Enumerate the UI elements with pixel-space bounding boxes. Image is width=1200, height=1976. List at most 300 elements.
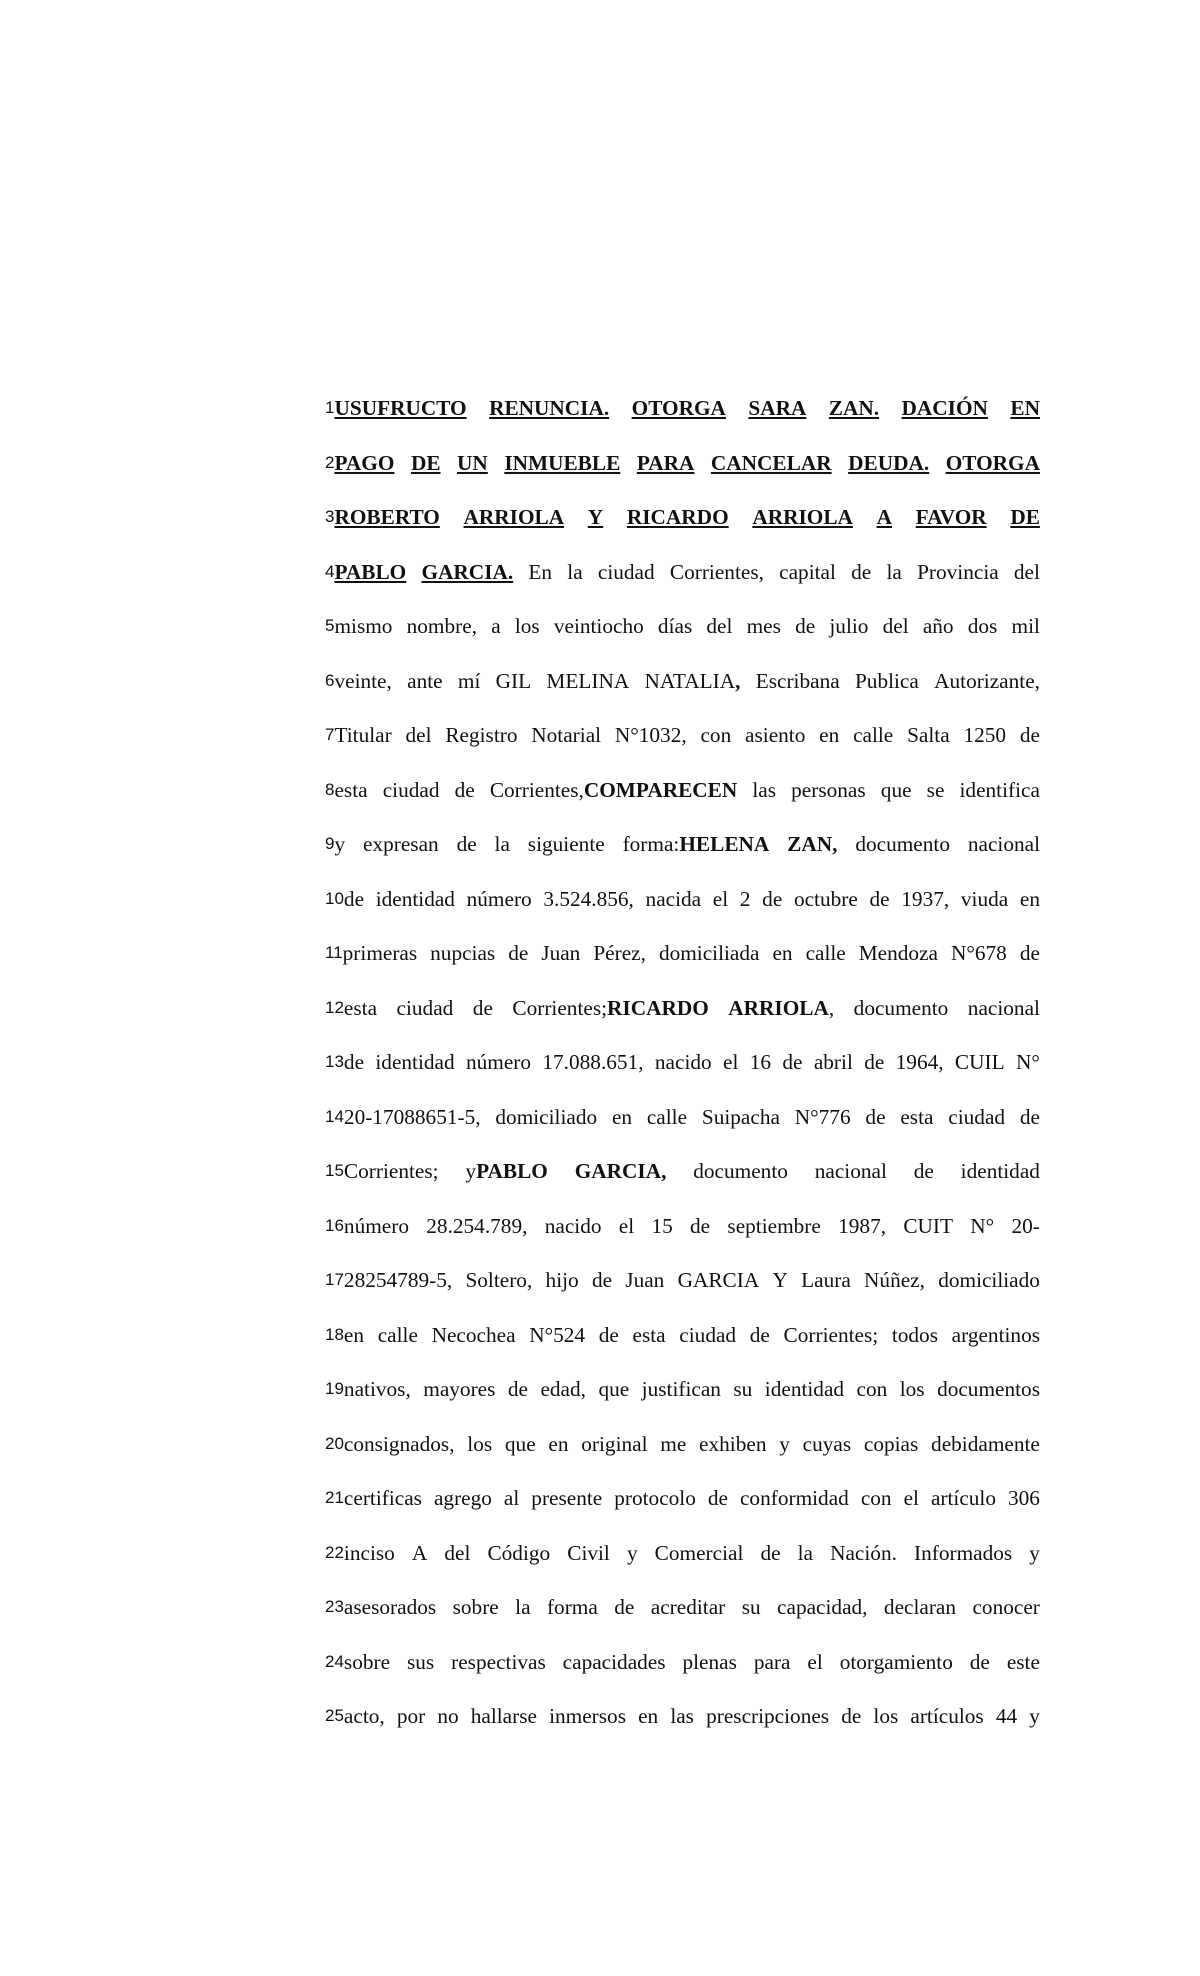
word-part: calle [646,1104,688,1129]
line-number: 18 [325,1324,344,1344]
line-number: 5 [325,616,335,635]
line-text [344,1260,1040,1300]
word-part: dos [967,614,998,638]
line-number: 4 [325,561,335,581]
document-line [325,1151,1040,1206]
word-part: los [514,614,540,638]
word [1020,933,1040,973]
word-part: copias [863,1431,919,1456]
word [699,1424,766,1464]
word [599,1315,619,1355]
word [968,606,998,646]
word-part: este [1006,1649,1040,1674]
word [645,661,741,701]
word-part: hallarse [470,1704,537,1728]
word-part: abril [813,1050,853,1074]
word-part: los [873,1704,899,1728]
word [444,1533,470,1573]
word-part: MELINA [546,668,630,693]
document-line [325,1587,1040,1642]
word [376,879,455,919]
word-part: días [657,614,693,638]
word-part: conocer [972,1595,1040,1619]
word [742,1587,761,1627]
word-part: identifica [959,777,1040,802]
word-part: certificas [343,1486,422,1510]
word-part: Registro [445,723,518,747]
word-part: RICARDO [607,995,709,1020]
word [471,1696,537,1736]
word [405,715,431,755]
word [1010,497,1040,537]
line-number: 21 [325,1488,344,1507]
word [682,1642,736,1682]
word-part: en [638,1704,659,1728]
word [814,1042,853,1082]
word-part: al [503,1486,520,1510]
word [779,1424,790,1464]
word-part: primeras [342,941,418,965]
word [531,715,601,755]
word [508,1369,528,1409]
word [795,606,815,646]
word-part: Corrientes, [669,559,764,584]
word [647,1097,687,1137]
word-part: de [782,1050,803,1074]
line-text [334,443,1040,483]
word-part: de [795,614,816,638]
word [970,1642,990,1682]
word [344,1642,390,1682]
word-part: de [472,995,493,1020]
word-part: de [864,1050,885,1074]
word-part: , [735,668,741,693]
word [747,606,781,646]
word-part: domiciliado [938,1268,1040,1292]
word [765,1369,844,1409]
word-part: la [567,559,583,584]
word-part: N°524 [529,1322,586,1347]
word-part: esta [632,1322,666,1347]
word-part: ZAN. [828,396,880,420]
word-part: en [1019,886,1040,911]
word-part: de [707,1486,728,1510]
word [865,1097,885,1137]
word-part: PABLO [476,1159,548,1183]
document-line [325,1260,1040,1315]
word-part: DACIÓN [901,396,988,420]
word [853,715,893,755]
word-part: y [334,832,346,856]
word-part: en [548,1431,569,1456]
line-text [344,1696,1040,1736]
word [901,879,949,919]
word [931,1478,996,1518]
word-part: Publica [854,668,919,693]
word [334,715,391,755]
word-part: con [700,723,732,747]
word [756,661,840,701]
word-part: me [660,1431,687,1456]
word [884,1587,956,1627]
word-part: En [528,559,553,584]
word [397,1696,425,1736]
document-line [325,661,1040,716]
word [432,1315,516,1355]
word [1014,552,1040,592]
word [344,1369,411,1409]
word [344,1424,455,1464]
word [955,1042,1005,1082]
word [706,606,732,646]
word-part: nacido [544,1213,602,1238]
word-part: las [752,777,777,802]
word [458,661,480,701]
word [546,661,629,701]
word-part: el [712,886,729,911]
word-part: con [856,1377,888,1401]
word [528,824,605,864]
word-part: PARA [636,450,695,475]
word [344,1042,364,1082]
word-part: su [741,1595,761,1619]
word [754,1642,791,1682]
word-part: nativos, [343,1377,411,1401]
word [752,770,776,810]
word [960,770,1040,810]
word [855,824,950,864]
word-part: SARA [748,396,807,420]
line-text [334,552,1040,592]
word-part: CUIT [903,1213,954,1238]
word-part: no [437,1704,459,1728]
word-part: N° [1015,1050,1040,1074]
word-part: julio [829,614,869,638]
word-part: inciso [343,1540,395,1565]
word [779,552,836,592]
word-part: CUIL [954,1050,1005,1074]
word [762,879,782,919]
word-part: de [591,1268,613,1292]
document-line [325,1369,1040,1424]
word [496,661,531,701]
word-part: esta [343,995,378,1020]
word [937,1369,1040,1409]
word [567,1533,610,1573]
word [334,824,345,864]
word [445,715,517,755]
line-text [344,1315,1040,1355]
word-part: 3.524.856, [543,886,634,911]
word [829,388,879,428]
word-part: OTORGA [631,396,726,420]
word-part: EN [1010,396,1040,420]
word-part: FAVOR [915,505,987,529]
word-part: RENUNCIA. [489,396,610,420]
word-part: Corrientes; [783,1322,879,1347]
word-part: en [819,723,840,747]
word-part: Laura [801,1268,851,1292]
line-text [344,1151,1040,1191]
word-part: otorgamiento [839,1649,953,1674]
document-line [325,1097,1040,1152]
word [658,606,692,646]
word-part: esta [334,777,368,802]
word-part: DEUDA. [848,450,930,475]
line-text [334,770,1040,810]
word-part: calle [377,1322,418,1347]
word-part: nacional [814,1159,887,1183]
word-part: Civil [567,1540,610,1565]
word-part: se [926,777,945,802]
word-part: NATALIA [644,668,736,693]
word [457,824,477,864]
word-part: 20- [1011,1213,1040,1238]
word [473,988,493,1028]
word-part: Escribana [755,668,840,693]
word [467,879,532,919]
word [453,1587,499,1627]
word-part: de [913,1159,934,1183]
word [593,933,646,973]
word-part: que [504,1431,536,1456]
word-part: de [841,1704,862,1728]
document-line [325,1206,1040,1261]
word-part: N°776 [794,1104,851,1129]
word [464,497,565,537]
word [798,1533,813,1573]
word [678,1260,760,1300]
word [598,1369,629,1409]
word [541,933,580,973]
word [512,988,708,1028]
word [659,933,760,973]
word-part: documento [855,832,950,856]
word-part: Autorizante, [934,668,1040,693]
word [397,988,454,1028]
word-part: asiento [745,723,806,747]
word [411,443,441,483]
word [819,715,839,755]
word [904,1478,919,1518]
word [1029,1696,1040,1736]
word [1011,1206,1039,1246]
word [881,770,912,810]
line-number: 19 [325,1379,344,1398]
line-number: 10 [325,888,344,908]
word-part: Juan [541,941,581,965]
line-number: 12 [325,997,344,1017]
word-part: documento [693,1159,788,1183]
word [902,388,988,428]
word [861,1478,892,1518]
word-part: conformidad [739,1486,849,1510]
word-part: acto, [343,1704,385,1728]
word [455,770,475,810]
word-part: forma [546,1595,598,1619]
line-number: 13 [325,1052,344,1071]
word [528,552,552,592]
word [489,388,609,428]
word [487,1533,550,1573]
line-text [344,1533,1040,1573]
word [914,1151,934,1191]
word [545,1206,602,1246]
word-part: protocolo [614,1486,696,1510]
word-part: Corrientes; [512,995,608,1020]
word-part: octubre [793,886,858,911]
word-part: de [865,1104,886,1129]
word-part: hijo [545,1268,579,1292]
word-part: nacida [645,886,702,911]
word [344,1696,385,1736]
word-part: de [1019,723,1040,747]
word [745,715,805,755]
word-part: la [494,832,510,856]
word [505,1424,536,1464]
word-part: HELENA [679,832,770,856]
word-part: artículos [910,1704,984,1728]
word [567,552,582,592]
word [614,1587,634,1627]
word-part: del [444,1540,471,1565]
word-part: con [860,1486,892,1510]
word [896,1042,944,1082]
document-line [325,443,1040,498]
word-part: de [760,1540,781,1565]
word-part: el [618,1213,635,1238]
word [750,1315,770,1355]
word-part: identidad [764,1377,845,1401]
word [632,388,726,428]
document-line [325,497,1040,552]
word-part: de [869,886,890,911]
word [549,1696,626,1736]
word-part: agrego [433,1486,492,1510]
word [752,497,853,537]
word-part: GARCIA [677,1268,760,1292]
word [1010,388,1040,428]
word [711,443,832,483]
word [1008,1478,1040,1518]
document-line [325,1696,1040,1751]
word-part: Soltero, [465,1268,533,1292]
line-number: 25 [325,1706,344,1725]
line-number: 7 [325,725,335,744]
word [670,552,764,592]
word [651,1587,725,1627]
word [1029,1533,1040,1573]
word-part: PABLO [334,559,407,584]
word-part: y [465,1159,477,1183]
word-part: 1964, [895,1050,944,1074]
word [829,606,868,646]
line-number: 24 [325,1651,344,1671]
word-part: USUFRUCTO [334,396,467,420]
word [807,1642,822,1682]
word-part: a [491,614,501,638]
word [490,770,737,810]
word-part: mismo [334,614,393,638]
word [588,497,603,537]
word-part: sobre [343,1649,391,1674]
word-part: GIL [495,668,532,693]
word-part: veinte, [334,668,392,693]
word [838,1206,886,1246]
word [708,1478,728,1518]
word-part: y [626,1540,638,1565]
word-part: la [515,1595,531,1619]
word [916,497,987,537]
document-line [325,933,1040,988]
word-part: documento [853,995,949,1020]
word-part: en [772,941,793,965]
word-part: todos [891,1322,938,1347]
word [910,1696,983,1736]
word-part: UN [457,450,488,475]
word [963,715,1006,755]
word [713,879,728,919]
word [430,933,495,973]
word [907,715,950,755]
word [655,1042,712,1082]
word [883,606,909,646]
word [841,1696,861,1736]
word-part: asesorados [343,1595,437,1619]
document-line [325,988,1040,1043]
word [637,443,695,483]
word [426,1206,527,1246]
word-part: Pérez, [593,941,646,965]
word-part: año [922,614,954,638]
line-number: 23 [325,1597,344,1616]
word [900,1097,933,1137]
line-number: 15 [325,1161,344,1180]
word-part: Corrientes; [343,1159,439,1183]
word [547,1587,598,1627]
word [972,1587,1039,1627]
line-text [344,1042,1040,1082]
word-part: INMUEBLE [504,450,621,475]
word-part: y [1029,1540,1040,1565]
word [927,770,945,810]
word [334,770,367,810]
word [670,1696,694,1736]
word-part: declaran [883,1595,957,1619]
word-part: 17.088.651, [542,1050,644,1074]
word-part: y [779,1431,790,1456]
word-part: , [828,995,835,1020]
word-part: Corrientes, [489,777,584,802]
word [421,552,513,592]
word-part: Y [772,1268,788,1292]
word-part: identidad [375,1050,455,1074]
word-part: DE [410,450,441,475]
word [777,1587,867,1627]
word [740,1478,849,1518]
word-part: 1250 [963,723,1007,747]
line-text [334,497,1040,537]
word-part: ciudad [396,995,454,1020]
word [581,1424,647,1464]
word [467,1424,492,1464]
word [344,988,377,1028]
word [531,1478,602,1518]
line-number: 14 [325,1106,344,1126]
word [787,824,837,864]
word [795,1097,851,1137]
word [840,1642,953,1682]
